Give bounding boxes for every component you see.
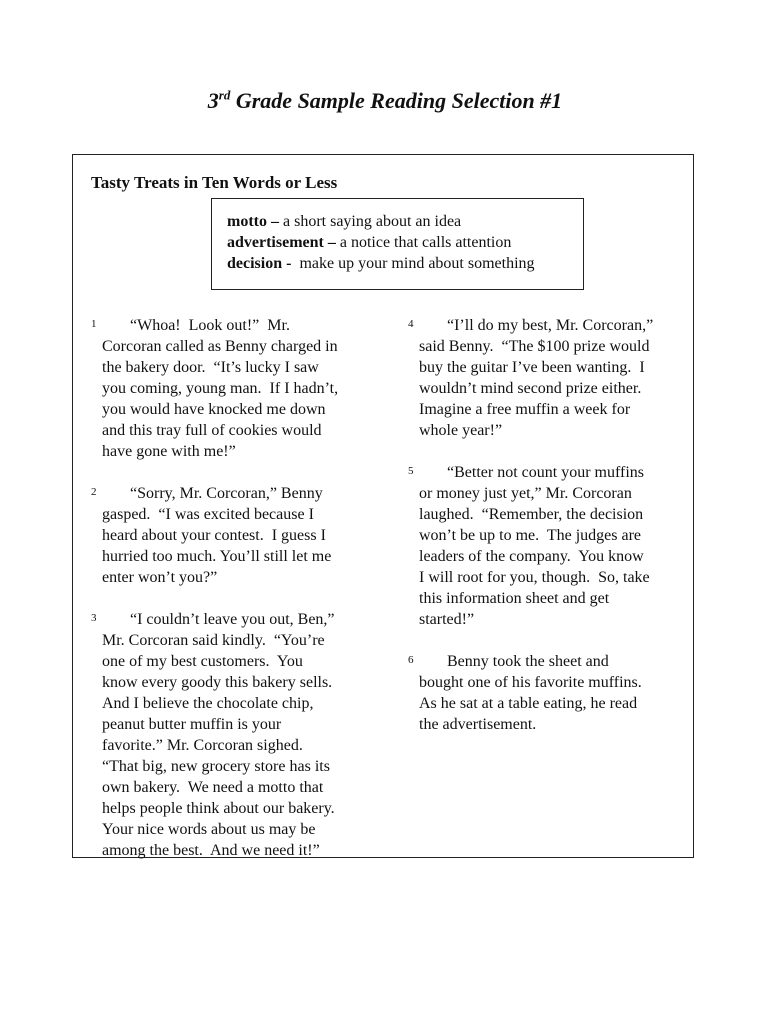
paragraph-line	[102, 546, 373, 567]
paragraph-line	[102, 840, 373, 861]
paragraph-line	[419, 315, 678, 336]
paragraph-line	[102, 756, 373, 777]
vocab-definition: a notice that calls attention	[335, 234, 512, 251]
paragraph-line	[419, 693, 678, 714]
paragraph-line	[419, 378, 678, 399]
paragraph	[91, 609, 373, 861]
line-text: As he sat at a table eating, he read	[419, 695, 638, 712]
line-text: enter won’t you?”	[102, 569, 218, 586]
paragraph-line	[419, 525, 678, 546]
line-text: or money just yet,” Mr. Corcoran	[419, 485, 632, 502]
vocabulary-box	[211, 198, 584, 290]
vocab-term: advertisement –	[227, 234, 336, 251]
right-column	[408, 315, 678, 756]
line-text: heard about your contest. I guess I	[102, 527, 326, 544]
line-text: favorite.” Mr. Corcoran sighed.	[102, 737, 303, 754]
line-text: “Better not count your muffins	[447, 464, 644, 481]
paragraph-line	[102, 714, 373, 735]
paragraph-line	[102, 630, 373, 651]
paragraph-line	[419, 651, 678, 672]
line-text: leaders of the company. You know	[419, 548, 644, 565]
line-text: “Sorry, Mr. Corcoran,” Benny	[130, 485, 323, 502]
vocab-definition: make up your mind about something	[291, 255, 535, 272]
vocab-definition: a short saying about an idea	[278, 213, 462, 230]
paragraph-line	[102, 504, 373, 525]
line-text: know every goody this bakery sells.	[102, 674, 333, 691]
line-text: own bakery. We need a motto that	[102, 779, 324, 796]
vocab-entry	[227, 253, 583, 274]
paragraph-line	[102, 672, 373, 693]
title-rest: Grade Sample Reading Selection #1	[230, 88, 563, 113]
line-text: Mr. Corcoran said kindly. “You’re	[102, 632, 325, 649]
paragraph-line	[419, 588, 678, 609]
line-text: among the best. And we need it!”	[102, 842, 320, 859]
line-text: helps people think about our bakery.	[102, 800, 335, 817]
line-text: one of my best customers. You	[102, 653, 303, 670]
vocab-entry	[227, 211, 583, 232]
line-text: laughed. “Remember, the decision	[419, 506, 644, 523]
paragraph-line	[419, 672, 678, 693]
line-text: Your nice words about us may be	[102, 821, 316, 838]
paragraph-line	[102, 819, 373, 840]
paragraph-line	[419, 357, 678, 378]
line-text: wouldn’t mind second prize either.	[419, 380, 642, 397]
paragraph-number: 2	[91, 486, 97, 498]
page-title	[0, 88, 770, 114]
line-text: And I believe the chocolate chip,	[102, 695, 314, 712]
line-text: Benny took the sheet and	[447, 653, 609, 670]
paragraph	[408, 462, 678, 630]
vocab-entry	[227, 232, 583, 253]
paragraph-line	[419, 483, 678, 504]
paragraph-line	[419, 336, 678, 357]
line-text: have gone with me!”	[102, 443, 236, 460]
paragraph-line	[102, 525, 373, 546]
paragraph-line	[102, 315, 373, 336]
paragraph-line	[102, 735, 373, 756]
line-text: you coming, young man. If I hadn’t,	[102, 380, 339, 397]
paragraph-line	[419, 567, 678, 588]
title-superscript: rd	[218, 87, 231, 103]
paragraph-line	[102, 609, 373, 630]
paragraph-line	[419, 420, 678, 441]
paragraph-number: 4	[408, 318, 414, 330]
paragraph-line	[419, 462, 678, 483]
line-text: won’t be up to me. The judges are	[419, 527, 642, 544]
line-text: “I’ll do my best, Mr. Corcoran,”	[447, 317, 654, 334]
vocab-term: motto –	[227, 213, 279, 230]
line-text: whole year!”	[419, 422, 503, 439]
paragraph-line	[102, 441, 373, 462]
paragraph-line	[102, 420, 373, 441]
paragraph-line	[102, 357, 373, 378]
paragraph	[408, 651, 678, 735]
reading-selection-box	[72, 154, 694, 858]
line-text: this information sheet and get	[419, 590, 610, 607]
line-text: you would have knocked me down	[102, 401, 326, 418]
line-text: gasped. “I was excited because I	[102, 506, 314, 523]
title-prefix: 3	[207, 88, 219, 113]
line-text: the bakery door. “It’s lucky I saw	[102, 359, 319, 376]
paragraph-line	[419, 609, 678, 630]
paragraph-line	[419, 504, 678, 525]
line-text: I will root for you, though. So, take	[419, 569, 650, 586]
paragraph-line	[102, 651, 373, 672]
paragraph-line	[419, 399, 678, 420]
line-text: “I couldn’t leave you out, Ben,”	[130, 611, 335, 628]
paragraph-line	[102, 567, 373, 588]
line-text: “That big, new grocery store has its	[102, 758, 330, 775]
paragraph	[91, 315, 373, 462]
line-text: and this tray full of cookies would	[102, 422, 322, 439]
paragraph-number: 5	[408, 465, 414, 477]
paragraph-number: 3	[91, 612, 97, 624]
paragraph-line	[419, 714, 678, 735]
line-text: “Whoa! Look out!” Mr.	[130, 317, 290, 334]
line-text: buy the guitar I’ve been wanting. I	[419, 359, 645, 376]
line-text: hurried too much. You’ll still let me	[102, 548, 332, 565]
paragraph-line	[102, 483, 373, 504]
story-title: Tasty Treats in Ten Words or Less	[91, 173, 338, 192]
paragraph-line	[102, 399, 373, 420]
paragraph	[91, 483, 373, 588]
paragraph-line	[102, 798, 373, 819]
line-text: Imagine a free muffin a week for	[419, 401, 631, 418]
line-text: bought one of his favorite muffins.	[419, 674, 642, 691]
paragraph-line	[102, 693, 373, 714]
line-text: the advertisement.	[419, 716, 537, 733]
paragraph	[408, 315, 678, 441]
line-text: said Benny. “The $100 prize would	[419, 338, 650, 355]
paragraph-line	[102, 777, 373, 798]
paragraph-line	[102, 336, 373, 357]
paragraph-line	[102, 378, 373, 399]
line-text: Corcoran called as Benny charged in	[102, 338, 338, 355]
vocab-term: decision -	[227, 255, 292, 272]
left-column	[91, 315, 373, 882]
paragraph-line	[419, 546, 678, 567]
line-text: peanut butter muffin is your	[102, 716, 282, 733]
paragraph-number: 6	[408, 654, 414, 666]
line-text: started!”	[419, 611, 475, 628]
paragraph-number: 1	[91, 318, 97, 330]
